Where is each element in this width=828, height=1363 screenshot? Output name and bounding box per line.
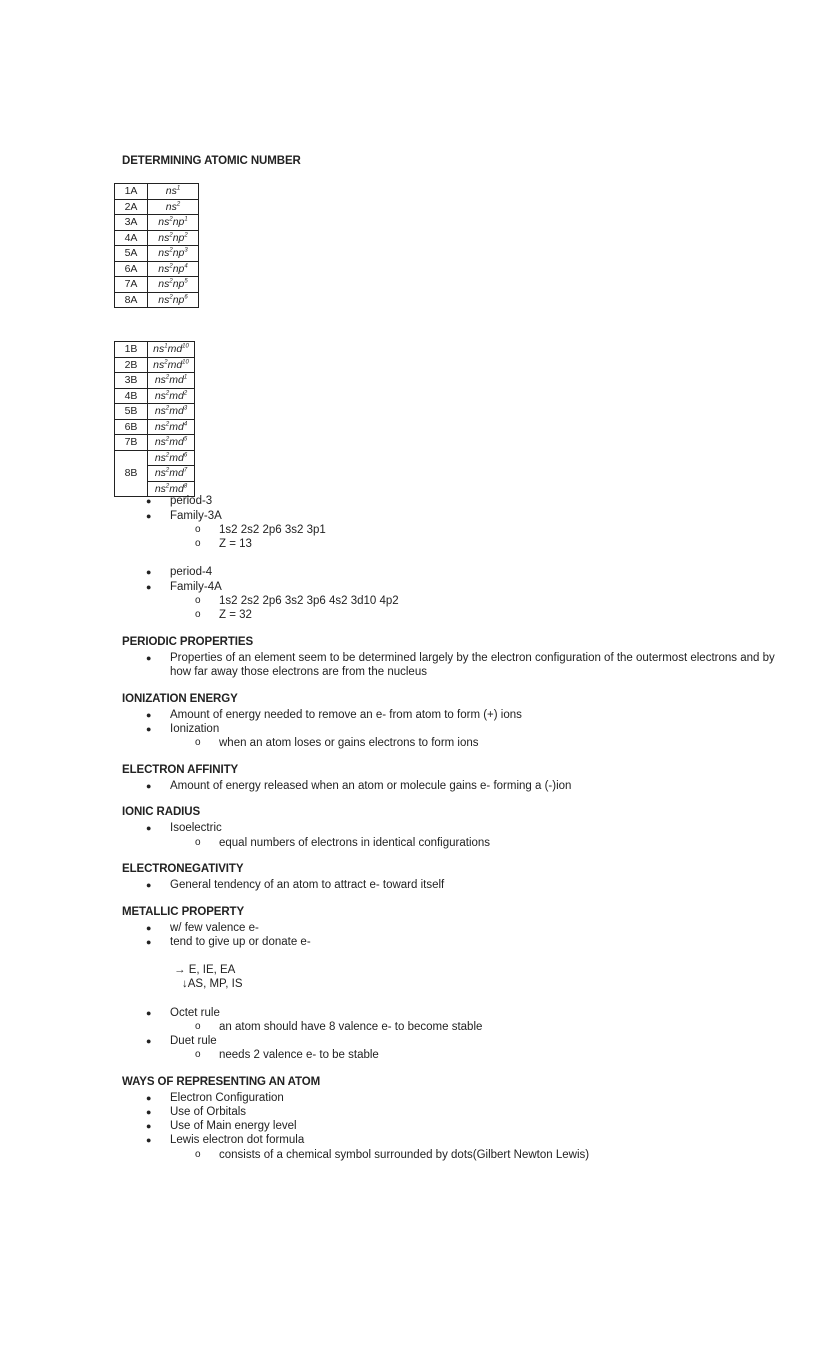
family-cell: 6A [115, 261, 148, 277]
family-cell: 5A [115, 246, 148, 262]
family-cell: 5B [115, 404, 148, 420]
example2-config: 1s2 2s2 2p6 3s2 3p6 4s2 3d10 4p2 [219, 595, 399, 607]
duet-rule: Duet rule [170, 1035, 217, 1047]
config-cell: $ns^2md^6$ [148, 450, 195, 466]
page-title: DETERMINING ATOMIC NUMBER [122, 155, 301, 167]
config-cell: $ns^1$ [148, 184, 199, 200]
sub-bullet-icon: o [195, 595, 201, 606]
table-row [115, 342, 195, 358]
family-cell: 8B [115, 450, 148, 497]
bullet-icon: ● [146, 1121, 152, 1131]
family-cell: 3B [115, 373, 148, 389]
example1-family: Family-3A [170, 510, 222, 522]
metallic-heading: METALLIC PROPERTY [122, 906, 245, 918]
electroneg-definition: General tendency of an atom to attract e- toward itself [170, 879, 445, 891]
ways-heading: WAYS OF REPRESENTING AN ATOM [122, 1076, 321, 1088]
table-row [115, 388, 195, 404]
family-cell: 3A [115, 215, 148, 231]
radius-heading: IONIC RADIUS [122, 806, 201, 818]
example1-z: Z = 13 [219, 538, 252, 550]
config-cell: $ns^2md^2$ [148, 388, 195, 404]
bullet-icon: ● [146, 653, 152, 663]
table-row [115, 357, 195, 373]
sub-bullet-icon: o [195, 737, 201, 748]
bullet-icon: ● [146, 496, 152, 506]
metallic-arrow-increase: → E, IE, EA [174, 964, 236, 976]
config-cell: $ns^2md^3$ [148, 404, 195, 420]
table-row [115, 419, 195, 435]
bullet-icon: ● [146, 511, 152, 521]
periodic-heading: PERIODIC PROPERTIES [122, 636, 254, 648]
family-cell: 4A [115, 230, 148, 246]
table-row [115, 404, 195, 420]
radius-term: Isoelectric [170, 822, 222, 834]
metallic-arrow-decrease: ↓AS, MP, IS [182, 978, 243, 990]
octet-rule: Octet rule [170, 1007, 220, 1019]
sub-bullet-icon: o [195, 1021, 201, 1032]
radius-sub: equal numbers of electrons in identical configurations [219, 837, 491, 849]
duet-rule-sub: needs 2 valence e- to be stable [219, 1049, 379, 1061]
sub-bullet-icon: o [195, 538, 201, 549]
bullet-icon: ● [146, 937, 152, 947]
config-cell: $ns^2md^5$ [148, 435, 195, 451]
example1-config: 1s2 2s2 2p6 3s2 3p1 [219, 524, 326, 536]
bullet-icon: ● [146, 923, 152, 933]
bullet-icon: ● [146, 880, 152, 890]
bullet-icon: ● [146, 1036, 152, 1046]
metallic-valence: w/ few valence e- [170, 922, 259, 934]
ways-item-1: Electron Configuration [170, 1092, 284, 1104]
octet-rule-sub: an atom should have 8 valence e- to become stable [219, 1021, 483, 1033]
ionization-sub: when an atom loses or gains electrons to form ions [219, 737, 479, 749]
family-cell: 4B [115, 388, 148, 404]
table-row [115, 277, 199, 293]
config-cell: $ns^2$ [148, 199, 199, 215]
sub-bullet-icon: o [195, 1149, 201, 1160]
bullet-icon: ● [146, 1093, 152, 1103]
family-cell: 7A [115, 277, 148, 293]
sub-bullet-icon: o [195, 609, 201, 620]
sub-bullet-icon: o [195, 1049, 201, 1060]
b-family-table [114, 341, 195, 497]
ways-item-3: Use of Main energy level [170, 1120, 297, 1132]
sub-bullet-icon: o [195, 837, 201, 848]
bullet-icon: ● [146, 1107, 152, 1117]
family-cell: 1A [115, 184, 148, 200]
bullet-icon: ● [146, 710, 152, 720]
config-cell: $ns^2np^1$ [148, 215, 199, 231]
table-row [115, 373, 195, 389]
example2-z: Z = 32 [219, 609, 252, 621]
table-row [115, 215, 199, 231]
config-cell: $ns^2np^3$ [148, 246, 199, 262]
bullet-icon: ● [146, 823, 152, 833]
family-cell: 7B [115, 435, 148, 451]
table-row [115, 184, 199, 200]
ionization-term: Ionization [170, 723, 220, 735]
table-row [115, 246, 199, 262]
config-cell: $ns^2np^4$ [148, 261, 199, 277]
metallic-donate: tend to give up or donate e- [170, 936, 311, 948]
bullet-icon: ● [146, 1008, 152, 1018]
example1-period: period-3 [170, 495, 213, 507]
config-cell: $ns^2md^4$ [148, 419, 195, 435]
ways-item-4: Lewis electron dot formula [170, 1134, 305, 1146]
bullet-icon: ● [146, 567, 152, 577]
table-row [115, 435, 195, 451]
bullet-icon: ● [146, 1135, 152, 1145]
bullet-icon: ● [146, 582, 152, 592]
family-cell: 6B [115, 419, 148, 435]
config-cell: $ns^2np^2$ [148, 230, 199, 246]
config-cell: $ns^1md^{10}$ [148, 342, 195, 358]
table-row [115, 261, 199, 277]
affinity-definition: Amount of energy released when an atom or molecule gains e- forming a (-)ion [170, 780, 572, 792]
family-cell: 2A [115, 199, 148, 215]
config-cell: $ns^2md^7$ [148, 466, 195, 482]
bullet-icon: ● [146, 781, 152, 791]
family-cell: 1B [115, 342, 148, 358]
table-row [115, 292, 199, 308]
table-row [115, 230, 199, 246]
ways-item-2: Use of Orbitals [170, 1106, 247, 1118]
config-cell: $ns^2md^8$ [148, 481, 195, 497]
electroneg-heading: ELECTRONEGATIVITY [122, 863, 244, 875]
a-family-table [114, 183, 199, 308]
affinity-heading: ELECTRON AFFINITY [122, 764, 239, 776]
ionization-definition: Amount of energy needed to remove an e- from atom to form (+) ions [170, 709, 522, 721]
bullet-icon: ● [146, 724, 152, 734]
example2-family: Family-4A [170, 581, 222, 593]
config-cell: $ns^2np^6$ [148, 292, 199, 308]
ionization-heading: IONIZATION ENERGY [122, 693, 238, 705]
sub-bullet-icon: o [195, 524, 201, 535]
example2-period: period-4 [170, 566, 213, 578]
family-cell: 8A [115, 292, 148, 308]
config-cell: $ns^2md^1$ [148, 373, 195, 389]
periodic-line-2: how far away those electrons are from the nucleus [170, 666, 427, 678]
table-row [115, 199, 199, 215]
table-row [115, 450, 195, 466]
ways-item-4-sub: consists of a chemical symbol surrounded by dots(Gilbert Newton Lewis) [219, 1149, 590, 1161]
periodic-line-1: Properties of an element seem to be determined largely by the electron configuration of the outermost electrons and by [170, 652, 775, 664]
config-cell: $ns^2md^{10}$ [148, 357, 195, 373]
config-cell: $ns^2np^5$ [148, 277, 199, 293]
family-cell: 2B [115, 357, 148, 373]
